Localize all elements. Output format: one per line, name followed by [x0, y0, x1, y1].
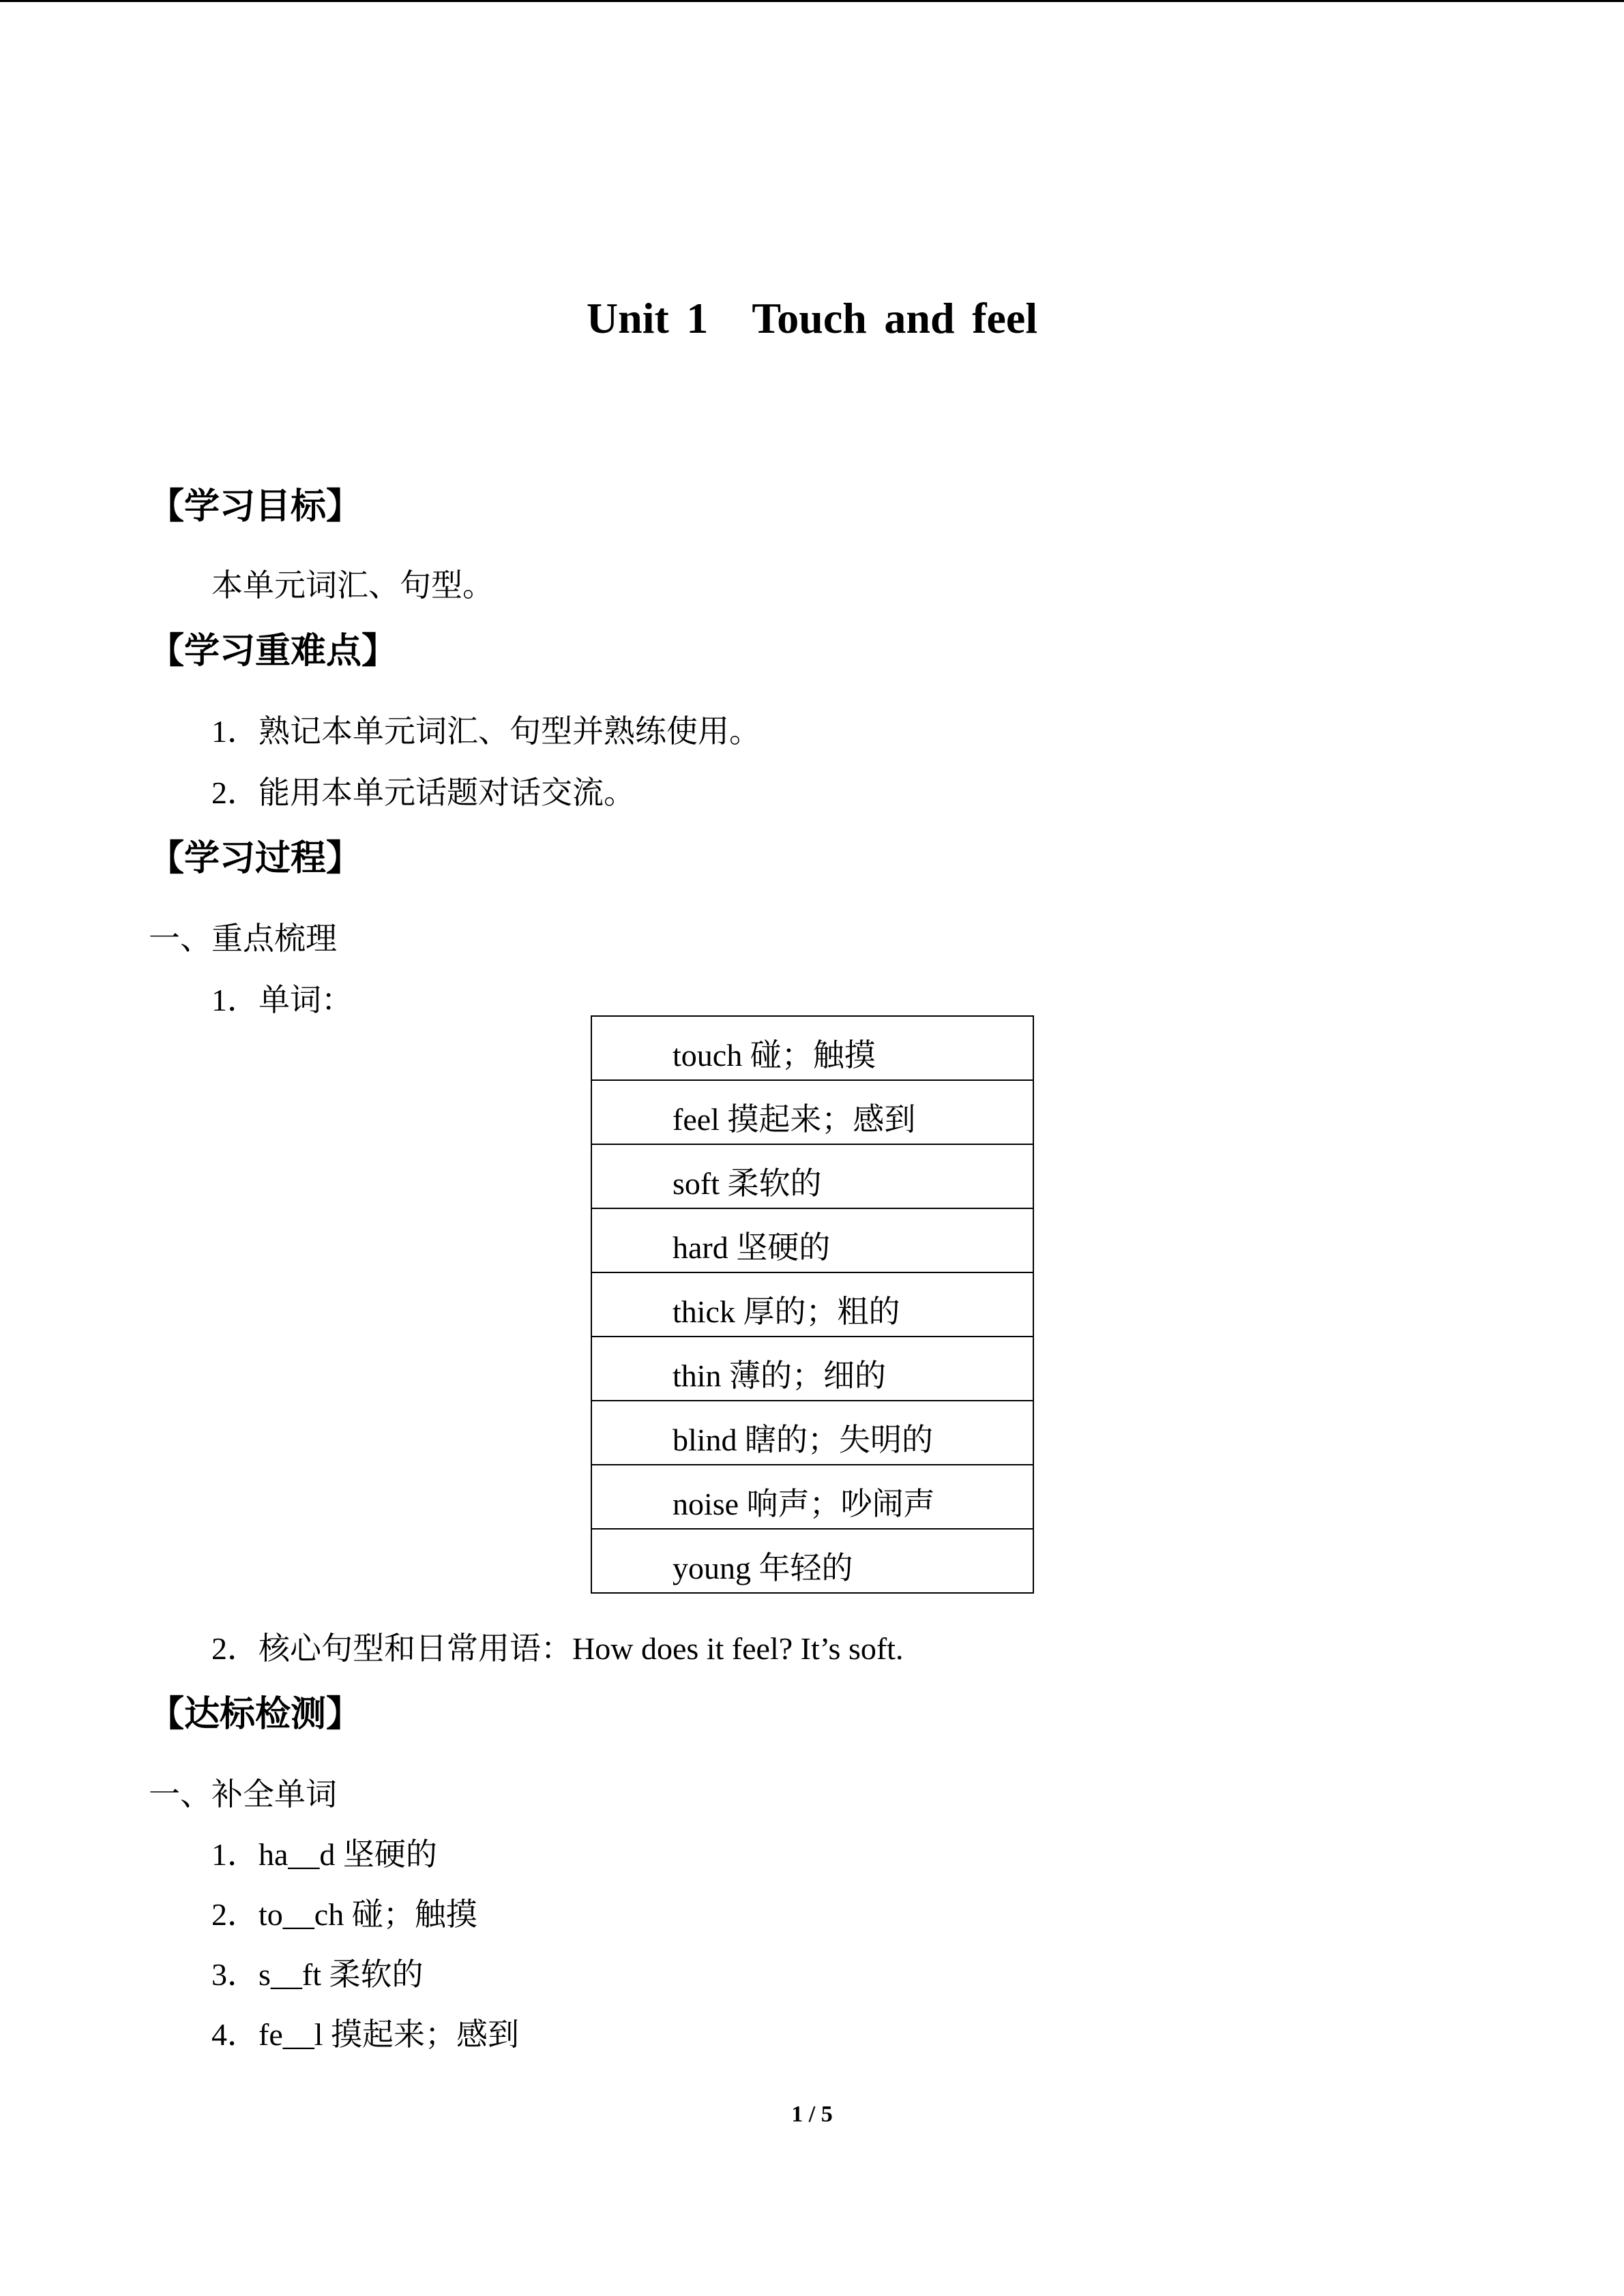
keypoint-item: 1．熟记本单元词汇、句型并熟练使用。 — [211, 714, 761, 749]
table-row — [591, 1529, 1033, 1593]
test-item: 1．ha__d 坚硬的 — [211, 1837, 437, 1872]
table-row — [591, 1144, 1033, 1208]
table-row — [591, 1208, 1033, 1272]
vocab-cell: blind 瞎的；失明的 — [591, 1401, 1033, 1465]
vocab-table — [591, 1015, 1034, 1594]
vocab-cell: young 年轻的 — [591, 1529, 1033, 1593]
table-row — [591, 1337, 1033, 1401]
title-unit: Unit 1 — [586, 294, 709, 342]
process-item-words: 1．单词： — [211, 983, 353, 1017]
test-item: 2．to__ch 碰；触摸 — [211, 1897, 477, 1932]
process-heading: 【学习过程】 — [149, 838, 362, 879]
page-number: 1 / 5 — [791, 2102, 833, 2127]
table-row — [591, 1272, 1033, 1337]
vocab-cell: thin 薄的；细的 — [591, 1337, 1033, 1401]
keypoints-heading: 【学习重难点】 — [149, 631, 398, 672]
objectives-heading: 【学习目标】 — [149, 486, 362, 527]
keypoint-item: 2．能用本单元话题对话交流。 — [211, 775, 635, 810]
test-item: 4．fe__l 摸起来；感到 — [211, 2017, 520, 2052]
vocab-cell: noise 响声；吵闹声 — [591, 1465, 1033, 1529]
test-subheading: 一、补全单词 — [149, 1777, 337, 1812]
page-title — [0, 293, 1624, 344]
table-row — [591, 1080, 1033, 1144]
vocab-cell: hard 坚硬的 — [591, 1208, 1033, 1272]
vocab-cell: touch 碰；触摸 — [591, 1016, 1033, 1080]
process-subheading: 一、重点梳理 — [149, 921, 337, 956]
test-heading: 【达标检测】 — [149, 1694, 362, 1735]
vocab-cell: soft 柔软的 — [591, 1144, 1033, 1208]
top-border-line — [0, 0, 1624, 2]
title-text: Touch and feel — [752, 294, 1038, 342]
test-item: 3．s__ft 柔软的 — [211, 1957, 424, 1992]
process-item-sentences: 2．核心句型和日常用语：How does it feel? It’s soft. — [211, 1631, 904, 1666]
table-row — [591, 1016, 1033, 1080]
objectives-text: 本单元词汇、句型。 — [211, 568, 494, 603]
table-row — [591, 1465, 1033, 1529]
table-row — [591, 1401, 1033, 1465]
vocab-cell: thick 厚的；粗的 — [591, 1272, 1033, 1337]
vocab-cell: feel 摸起来；感到 — [591, 1080, 1033, 1144]
